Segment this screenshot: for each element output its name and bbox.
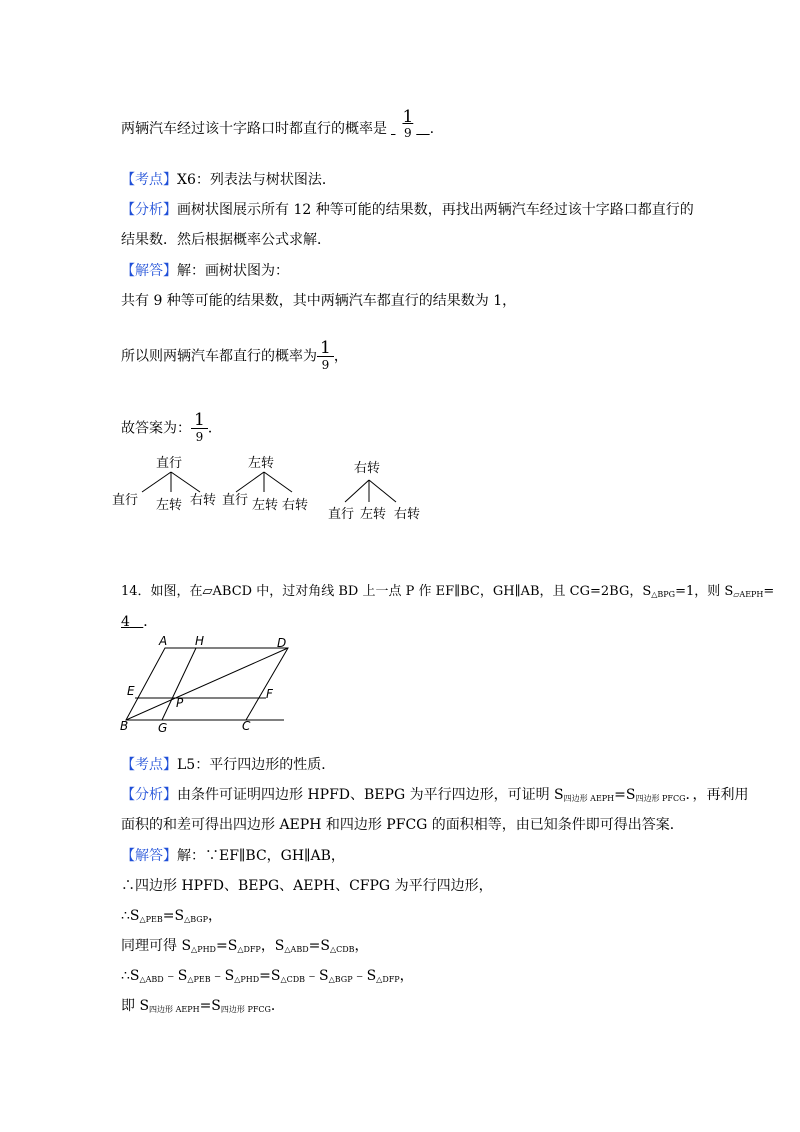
tree2-leaf-left: 左转 [252,498,279,513]
tree2-root: 左转 [248,456,275,471]
fenxi-tag: 【分析】 [121,202,177,218]
q13-jieda: 【解答】解：画树状图为： [121,263,289,279]
q14-step5: 即 $S_{四边形 AEPH}=S_{四边形 PFCG}$． [121,998,285,1014]
q13-fenxi-cont: 结果数．然后根据概率公式求解． [121,232,331,248]
label-f: F [266,687,273,701]
label-a: A [159,634,168,648]
jieda-tag: 【解答】 [121,263,177,279]
label-b: B [120,719,129,733]
kaodian-tag: 【考点】 [121,172,177,188]
q14-kaodian: 【考点】L5：平行四边形的性质． [121,757,336,773]
q13-prob-line: 所以则两辆汽车都直行的概率为 $\frac{1}{9}$ ， [121,338,348,372]
tree3-leaf-right: 右转 [394,507,421,522]
q13-answer-prefix: 两辆汽车经过该十字路口时都直行的概率是 [121,121,387,137]
tree3-leaf-straight: 直行 [328,507,355,522]
q14-answer-line: 4 ． [121,614,158,630]
q14-fenxi-cont: 面积的和差可得出四边形 AEPH 和四边形 PFCG 的面积相等，由已知条件即可得出答案． [121,817,684,833]
tree1-leaf-left: 左转 [156,498,183,513]
q14-step3: 同理可得 $S_{\triangle PHD}=S_{\triangle DFP}$，$S_{\triangle ABD}=S_{\triangle CDB}$， [121,938,369,954]
tree1-leaf-right: 右转 [190,493,217,508]
tree3-root: 右转 [354,461,381,476]
q13-answer-fraction: $\frac{1}{9}$ [402,107,414,140]
q14-fenxi: 【分析】由条件可证明四边形 HPFD、BEPG 为平行四边形，可证明 $S_{四边形 AEPH}=S_{四边形 PFCG}$．，再利用 [121,787,749,803]
parallelogram-figure [116,634,294,736]
q13-final-line: 故答案为： $\frac{1}{9}$ ． [121,410,222,444]
fenxi-tag: 【分析】 [121,787,177,803]
q13-answer-line: 两辆汽车经过该十字路口时都直行的概率是 $\frac{1}{9}$ . [121,107,435,140]
q14-answer: 4 [121,614,130,630]
q13-final-fraction: $\frac{1}{9}$ [191,412,208,445]
jieda-tag: 【解答】 [121,848,177,864]
q14-step4: $\therefore S_{\triangle ABD}﹣S_{\triangle PEB}﹣S_{\triangle PHD}=S_{\triangle CDB}﹣S_{\triangle BGP}﹣S_{\triangle DFP}$， [121,968,414,984]
q13-fenxi: 【分析】画树状图展示所有 12 种等可能的结果数，再找出两辆汽车经过该十字路口都直行的 [121,202,694,218]
q13-total-line: 共有 9 种等可能的结果数，其中两辆汽车都直行的结果数为 1， [121,293,517,309]
tree2-leaf-straight: 直行 [222,493,249,508]
tree1-root: 直行 [156,456,183,471]
tree-diagram [112,452,432,524]
q14-jieda: 【解答】解：∵EF∥BC，GH∥AB， [121,848,345,864]
kaodian-tag: 【考点】 [121,757,177,773]
q13-prob-fraction: $\frac{1}{9}$ [317,340,334,373]
label-h: H [195,634,205,648]
q13-kaodian: 【考点】X6：列表法与树状图法． [121,172,336,188]
label-g: G [158,721,168,735]
label-c: C [242,719,251,733]
label-p: P [176,696,184,710]
tree2-leaf-right: 右转 [282,498,309,513]
tree3-leaf-left: 左转 [360,507,387,522]
label-d: D [277,636,287,650]
q14-step2: $\therefore S_{\triangle PEB}=S_{\triangle BGP}$， [121,908,223,924]
q14-stem: 14．如图，在▱ABCD 中，过对角线 BD 上一点 P 作 EF∥BC，GH∥AB，且 CG=2BG，$S_{\triangle BPG}=1$，则 $S_{▱AEPH}=$ [121,584,775,599]
tree1-leaf-straight: 直行 [112,493,139,508]
label-e: E [127,684,135,698]
q14-step1: ∴四边形 HPFD、BEPG、AEPH、CFPG 为平行四边形， [121,878,493,894]
